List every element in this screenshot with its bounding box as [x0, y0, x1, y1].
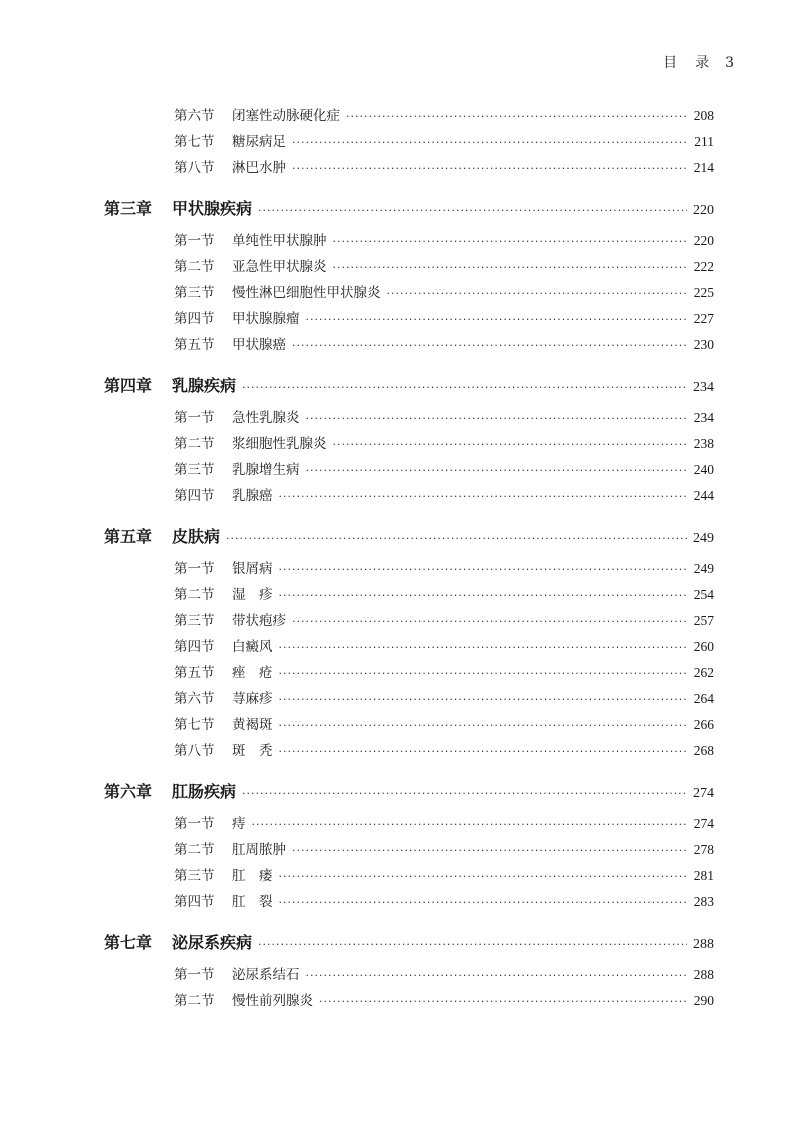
- toc-entry-label: 第七节: [174, 717, 215, 733]
- dot-leader: [292, 844, 688, 857]
- toc-section-entry[interactable]: [104, 229, 714, 255]
- toc-entry-label: 第三节: [174, 613, 215, 629]
- toc-entry-label: 第四节: [174, 894, 215, 910]
- toc-entry-title: 皮肤病: [172, 527, 221, 546]
- toc-entry-label: 第四节: [174, 311, 215, 327]
- dot-leader: [279, 490, 688, 503]
- toc-entry-label: 第四章: [104, 376, 153, 395]
- dot-leader: [292, 615, 688, 628]
- toc-entry-page: 208: [693, 108, 714, 123]
- toc-entry-title: 甲状腺腺瘤: [232, 311, 300, 327]
- toc-entry-page: 249: [693, 561, 714, 576]
- dot-leader: [306, 313, 688, 326]
- toc-entry-label: 第二节: [174, 436, 215, 452]
- toc-entry-label: 第七节: [174, 134, 215, 150]
- toc-section-entry[interactable]: [104, 557, 714, 583]
- dot-leader: [333, 235, 688, 248]
- toc-entry-label: 第六节: [174, 108, 215, 124]
- toc-entry-label: 第二节: [174, 842, 215, 858]
- toc-entry-page: 211: [694, 134, 714, 149]
- toc-entry-title: 慢性前列腺炎: [232, 993, 313, 1009]
- toc-entry-title: 乳腺疾病: [172, 376, 237, 395]
- dot-leader: [279, 896, 688, 909]
- toc-entry-label: 第六章: [104, 782, 153, 801]
- header-label: 目 录: [663, 55, 712, 71]
- dot-leader: [279, 589, 688, 602]
- toc-entry-title: 慢性淋巴细胞性甲状腺炎: [232, 285, 381, 301]
- toc-entry-label: 第五节: [174, 665, 215, 681]
- dot-leader: [292, 162, 688, 175]
- dot-leader: [292, 136, 688, 149]
- toc-entry-title: 单纯性甲状腺肿: [232, 233, 327, 249]
- toc-section-entry[interactable]: [104, 333, 714, 359]
- toc-entry-label: 第五章: [104, 527, 153, 546]
- toc-entry-page: 225: [693, 285, 714, 300]
- toc-entry-title: 黄褐斑: [232, 717, 273, 733]
- toc-entry-title: 亚急性甲状腺炎: [232, 259, 327, 275]
- toc-section-entry[interactable]: [104, 458, 714, 484]
- toc-entry-label: 第二节: [174, 587, 215, 603]
- toc-entry-title: 浆细胞性乳腺炎: [232, 436, 327, 452]
- toc-entry-page: 290: [693, 993, 714, 1008]
- toc-entry-page: 214: [693, 160, 714, 175]
- toc-section-entry[interactable]: [104, 104, 714, 130]
- toc-entry-page: 220: [693, 203, 714, 218]
- dot-leader: [306, 464, 688, 477]
- toc-entry-title: 银屑病: [232, 561, 273, 577]
- toc-chapter-entry[interactable]: [104, 196, 714, 229]
- toc-entry-title: 泌尿系疾病: [172, 933, 253, 952]
- toc-entry-label: 第三章: [104, 199, 153, 218]
- toc-chapter-entry[interactable]: [104, 373, 714, 406]
- toc-entry-title: 斑 秃: [232, 743, 273, 759]
- toc-entry-page: 234: [693, 380, 714, 395]
- toc-entry-title: 泌尿系结石: [232, 967, 300, 983]
- toc-entry-label: 第四节: [174, 639, 215, 655]
- toc-chapter-entry[interactable]: [104, 779, 714, 812]
- toc-section-entry[interactable]: [104, 432, 714, 458]
- toc-section-entry[interactable]: [104, 255, 714, 281]
- toc-section-entry[interactable]: [104, 130, 714, 156]
- toc-section-entry[interactable]: [104, 687, 714, 713]
- toc-section-entry[interactable]: [104, 713, 714, 739]
- toc-section-entry[interactable]: [104, 484, 714, 510]
- dot-leader: [242, 381, 687, 394]
- toc-entry-page: 249: [693, 531, 714, 546]
- toc-entry-label: 第一节: [174, 561, 215, 577]
- dot-leader: [258, 938, 687, 951]
- dot-leader: [258, 204, 687, 217]
- toc-section-entry[interactable]: [104, 635, 714, 661]
- toc-entry-title: 糖尿病足: [232, 134, 286, 150]
- toc-entry-page: 257: [693, 613, 714, 628]
- toc-entry-title: 甲状腺疾病: [172, 199, 253, 218]
- toc-entry-page: 240: [693, 462, 714, 477]
- toc-entry-page: 234: [693, 410, 714, 425]
- toc-entry-page: 264: [693, 691, 714, 706]
- dot-leader: [387, 287, 688, 300]
- toc-section-entry[interactable]: [104, 661, 714, 687]
- toc-entry-label: 第二节: [174, 993, 215, 1009]
- toc-section-entry[interactable]: [104, 963, 714, 989]
- dot-leader: [279, 870, 688, 883]
- toc-entry-title: 白癜风: [232, 639, 273, 655]
- dot-leader: [306, 969, 688, 982]
- toc-entry-title: 湿 疹: [232, 587, 273, 603]
- dot-leader: [242, 787, 687, 800]
- dot-leader: [279, 667, 688, 680]
- toc-entry-title: 痤 疮: [232, 665, 273, 681]
- toc-entry-label: 第六节: [174, 691, 215, 707]
- toc-entry-label: 第八节: [174, 743, 215, 759]
- dot-leader: [279, 745, 688, 758]
- toc-entry-page: 220: [693, 233, 714, 248]
- table-of-contents: [104, 104, 714, 1015]
- toc-entry-title: 急性乳腺炎: [232, 410, 300, 426]
- toc-entry-page: 278: [693, 842, 714, 857]
- toc-entry-page: 254: [693, 587, 714, 602]
- dot-leader: [279, 563, 688, 576]
- toc-entry-title: 痔: [232, 816, 246, 832]
- toc-entry-page: 222: [693, 259, 714, 274]
- toc-entry-label: 第三节: [174, 285, 215, 301]
- toc-section-entry[interactable]: [104, 609, 714, 635]
- toc-entry-page: 227: [693, 311, 714, 326]
- toc-section-entry[interactable]: [104, 281, 714, 307]
- toc-section-entry[interactable]: [104, 812, 714, 838]
- dot-leader: [333, 438, 688, 451]
- toc-entry-label: 第二节: [174, 259, 215, 275]
- toc-entry-label: 第一节: [174, 967, 215, 983]
- toc-entry-page: 274: [693, 816, 714, 831]
- toc-section-entry[interactable]: [104, 583, 714, 609]
- toc-entry-label: 第一节: [174, 816, 215, 832]
- toc-entry-page: 274: [693, 786, 714, 801]
- toc-entry-title: 肛 瘘: [232, 868, 273, 884]
- dot-leader: [279, 641, 688, 654]
- toc-section-entry[interactable]: [104, 838, 714, 864]
- toc-section-entry[interactable]: [104, 989, 714, 1015]
- dot-leader: [319, 995, 688, 1008]
- toc-entry-page: 283: [693, 894, 714, 909]
- toc-section-entry[interactable]: [104, 864, 714, 890]
- toc-entry-page: 260: [693, 639, 714, 654]
- toc-entry-title: 乳腺增生病: [232, 462, 300, 478]
- toc-entry-label: 第四节: [174, 488, 215, 504]
- toc-section-entry[interactable]: [104, 406, 714, 432]
- toc-chapter-entry[interactable]: [104, 930, 714, 963]
- toc-entry-label: 第五节: [174, 337, 215, 353]
- toc-entry-title: 带状疱疹: [232, 613, 286, 629]
- toc-entry-title: 乳腺癌: [232, 488, 273, 504]
- toc-entry-label: 第三节: [174, 868, 215, 884]
- toc-entry-page: 230: [693, 337, 714, 352]
- toc-entry-title: 肛 裂: [232, 894, 273, 910]
- toc-entry-label: 第三节: [174, 462, 215, 478]
- toc-entry-page: 266: [693, 717, 714, 732]
- toc-entry-label: 第一节: [174, 410, 215, 426]
- toc-entry-title: 肛周脓肿: [232, 842, 286, 858]
- toc-chapter-entry[interactable]: [104, 524, 714, 557]
- toc-entry-label: 第一节: [174, 233, 215, 249]
- toc-entry-page: 238: [693, 436, 714, 451]
- toc-entry-title: 荨麻疹: [232, 691, 273, 707]
- running-header: [663, 52, 736, 72]
- dot-leader: [279, 719, 688, 732]
- toc-section-entry[interactable]: [104, 156, 714, 182]
- toc-entry-page: 262: [693, 665, 714, 680]
- toc-entry-title: 甲状腺癌: [232, 337, 286, 353]
- dot-leader: [333, 261, 688, 274]
- dot-leader: [252, 818, 688, 831]
- toc-section-entry[interactable]: [104, 739, 714, 765]
- toc-entry-title: 淋巴水肿: [232, 160, 286, 176]
- dot-leader: [292, 339, 688, 352]
- dot-leader: [279, 693, 688, 706]
- dot-leader: [306, 412, 688, 425]
- toc-entry-label: 第七章: [104, 933, 153, 952]
- toc-entry-title: 闭塞性动脉硬化症: [232, 108, 340, 124]
- header-page-number: 3: [725, 55, 736, 71]
- toc-section-entry[interactable]: [104, 890, 714, 916]
- dot-leader: [346, 110, 688, 123]
- toc-entry-page: 288: [693, 967, 714, 982]
- toc-entry-page: 281: [693, 868, 714, 883]
- toc-entry-page: 268: [693, 743, 714, 758]
- dot-leader: [226, 532, 687, 545]
- toc-entry-label: 第八节: [174, 160, 215, 176]
- toc-section-entry[interactable]: [104, 307, 714, 333]
- toc-entry-page: 244: [693, 488, 714, 503]
- toc-entry-title: 肛肠疾病: [172, 782, 237, 801]
- toc-entry-page: 288: [693, 937, 714, 952]
